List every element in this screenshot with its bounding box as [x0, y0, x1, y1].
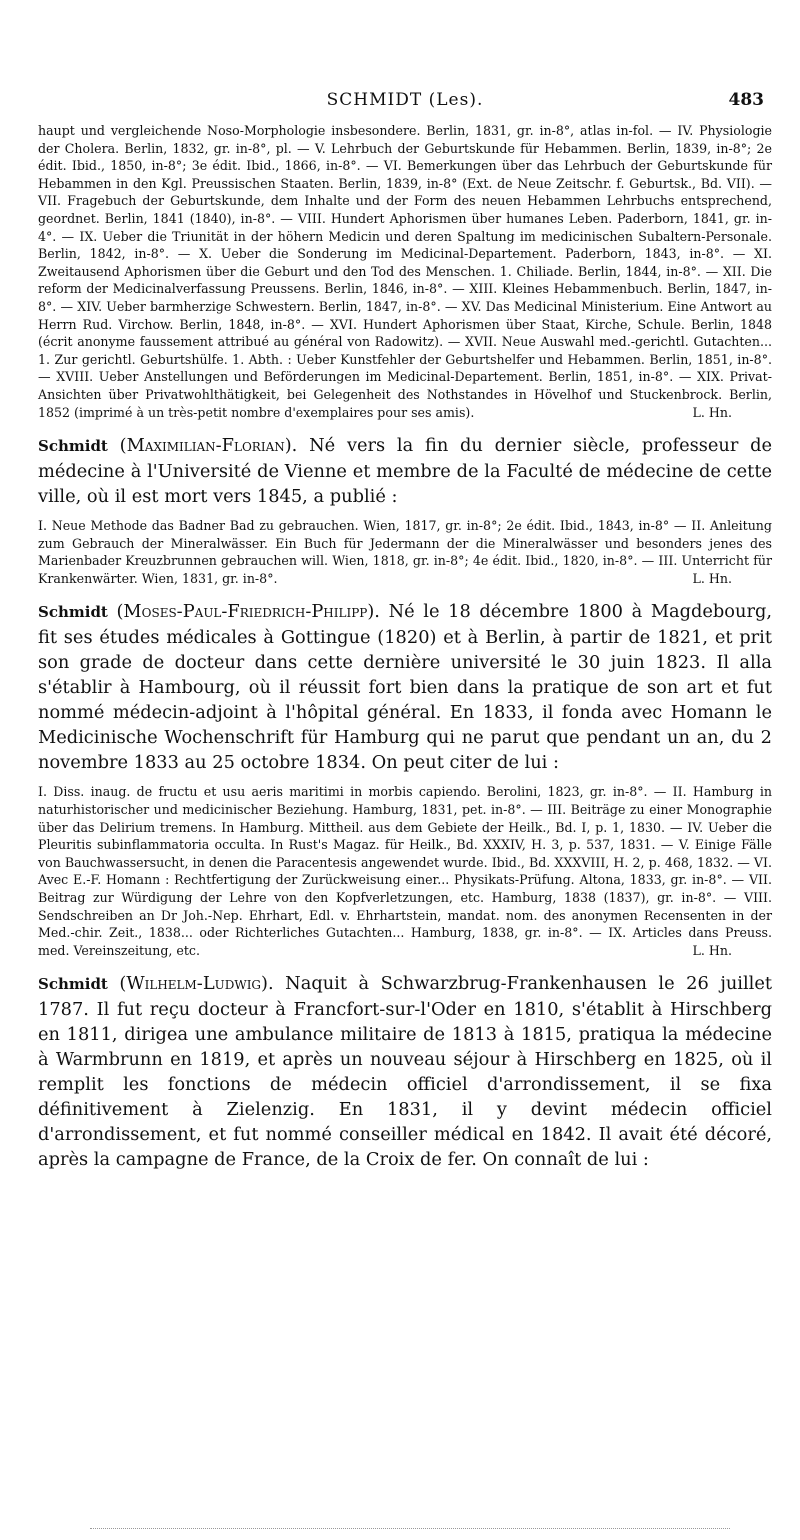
footer-rule: [90, 1528, 730, 1529]
entry-headword: Schmidt: [38, 975, 108, 994]
entry-biography: Naquit à Schwarzbrug-Frankenhausen le 26 juillet 1787. Il fut reçu docteur à Francfort-sur-l'Oder en 1810, s'établit à Hirschberg en 1811, dirigea une ambulance militaire de 1813 à 1815, pratiqua la médecine à Warmbrunn en 1819, et après un nouveau séjour à Hirschberg en 1825, où il remplit les fonctions de médecin officiel d'arrondissement, il se fixa définitivement à Zielenzig. En 1831, il y devint médecin officiel d'arrondissement, et fut nommé conseiller médical en 1842. Il avait été décoré, après la campagne de France, de la Croix de fer. On connaît de lui :: [38, 973, 773, 1171]
entry-biography: Né le 18 décembre 1800 à Magdebourg, fit ses études médicales à Gottingue (1820) et à Berlin, à partir de 1821, et prit son grade de docteur dans cette dernière université le 30 juin 1823. Il alla s'établir à Hambourg, où il réussit fort bien dans la pratique de son art et fut nommé médecin-adjoint à l'hôpital général. En 1833, il fonda avec Homann le Medicinische Wochenschrift für Hamburg qui ne parut que pendant un an, du 2 novembre 1833 au 25 octobre 1834. On peut citer de lui :: [38, 601, 772, 774]
entry-moses: [38, 599, 772, 775]
entry-given-names: (Maximilian-Florian).: [119, 435, 298, 457]
works-text: I. Diss. inaug. de fructu et usu aeris maritimi in morbis capiendo. Berolini, 1823, gr. in-8°. — II. Hamburg in naturhistorischer und medicinischer Beziehung. Hamburg, 1831, pet. in-8°. — III. Beiträge zu einer Monographie über das Delirium tremens. In Hamburg. Mittheil. aus dem Gebiete der Heilk., Bd. I, p. 1, 1830. — IV. Ueber die Pleuritis subinflammatoria occulta. In Rust's Magaz. für Heilk., Bd. XXXIV, H. 3, p. 537, 1831. — V. Einige Fälle von Bauchwassersucht, in denen die Paracentesis angewendet wurde. Ibid., Bd. XXXVIII, H. 2, p. 468, 1832. — VI. Avec E.-F. Homann : Rechtfertigung der Zurückweisung einer... Physikats-Prüfung. Altona, 1833, gr. in-8°. — VII. Beitrag zur Würdigung der Lehre von den Kopfverletzungen, etc. Hamburg, 1838 (1837), gr. in-8°. — VIII. Sendschreiben an Dr Joh.-Nep. Ehrhart, Edl. v. Ehrhartstein, mandat. nom. des anonymen Recensenten in der Med.-chir. Zeit., 1838... oder Richterliches Gutachten... Hamburg, 1838, gr. in-8°. — IX. Articles dans Preuss. med. Vereinszeitung, etc.: [38, 784, 772, 958]
running-head: [38, 90, 772, 114]
entry-maximilian: [38, 433, 772, 509]
entry-works: [38, 783, 772, 959]
signature: L. Hn.: [692, 404, 732, 420]
entry-wilhelm: [38, 971, 772, 1172]
entry-given-names: (Wilhelm-Ludwig).: [119, 973, 274, 995]
running-title: SCHMIDT (Les).: [326, 90, 484, 110]
entry-continuation: [38, 122, 772, 421]
works-text: I. Neue Methode das Badner Bad zu gebrauchen. Wien, 1817, gr. in-8°; 2e édit. Ibid., 1843, in-8° — II. Anleitung zum Gebrauch der Mineralwässer. Ein Buch für Jedermann der die Mineralwässer und besonders jenes des Marienbader Kreuzbrunnen gebrauchen will. Wien, 1818, gr. in-8°; 4e édit. Ibid., 1820, in-8°. — III. Unterricht für Krankenwärter. Wien, 1831, gr. in-8°.: [38, 518, 772, 586]
page-number: 483: [728, 90, 764, 110]
continuation-text: haupt und vergleichende Noso-Morphologie insbesondere. Berlin, 1831, gr. in-8°, atlas in-fol. — IV. Physiologie der Cholera. Berlin, 1832, gr. in-8°, pl. — V. Lehrbuch der Geburtskunde für Hebammen. Berlin, 1839, in-8°; 2e édit. Ibid., 1850, in-8°; 3e édit. Ibid., 1866, in-8°. — VI. Bemerkungen über das Lehrbuch der Geburtskunde für Hebammen in den Kgl. Preussischen Staaten. Berlin, 1839, in-8° (Ext. de Neue Zeitschr. f. Geburtsk., Bd. VII). — VII. Fragebuch der Geburtskunde, dem Inhalte und der Form des neuen Hebammen Lehrbuchs entsprechend, geordnet. Berlin, 1841 (1840), in-8°. — VIII. Hundert Aphorismen über humanes Leben. Paderborn, 1841, gr. in-4°. — IX. Ueber die Triunität in der höhern Medicin und deren Spaltung im medicinischen Subaltern-Personale. Berlin, 1842, in-8°. — X. Ueber die Sonderung im Medicinal-Departement. Paderborn, 1843, in-8°. — XI. Zweitausend Aphorismen über die Geburt und den Tod des Menschen. 1. Chiliade. Berlin, 1844, in-8°. — XII. Die reform der Medicinalverfassung Preussens. Berlin, 1846, in-8°. — XIII. Kleines Hebammenbuch. Berlin, 1847, in-8°. — XIV. Ueber barmherzige Schwestern. Berlin, 1847, in-8°. — XV. Das Medicinal Ministerium. Eine Antwort au Herrn Rud. Virchow. Berlin, 1848, in-8°. — XVI. Hundert Aphorismen über Staat, Kirche, Schule. Berlin, 1848 (écrit anonyme faussement attribué au général von Radowitz). — XVII. Neue Auswahl med.-gerichtl. Gutachten... 1. Zur gerichtl. Geburtshülfe. 1. Abth. : Ueber Kunstfehler der Geburtshelfer und Hebammen. Berlin, 1851, in-8°. — XVIII. Ueber Anstellungen und Beförderungen im Medicinal-Departement. Berlin, 1851, in-8°. — XIX. Privat-Ansichten über Privatwohlthätigkeit, bei Gelegenheit des Nothstandes in Hövelhof und Stuckenbrock. Berlin, 1852 (imprimé à un très-petit nombre d'exemplaires pour ses amis).: [38, 123, 772, 420]
entry-biography: Né vers la fin du dernier siècle, professeur de médecine à l'Université de Vienne et membre de la Faculté de médecine de cette ville, où il est mort vers 1845, a publié :: [38, 435, 773, 508]
entry-works: [38, 517, 772, 587]
entry-headword: Schmidt: [38, 603, 108, 622]
signature: L. Hn.: [692, 570, 732, 586]
entry-headword: Schmidt: [38, 437, 108, 456]
entry-given-names: (Moses-Paul-Friedrich-Philipp).: [116, 601, 380, 623]
page-content: [38, 122, 772, 1172]
signature: L. Hn.: [692, 942, 732, 958]
